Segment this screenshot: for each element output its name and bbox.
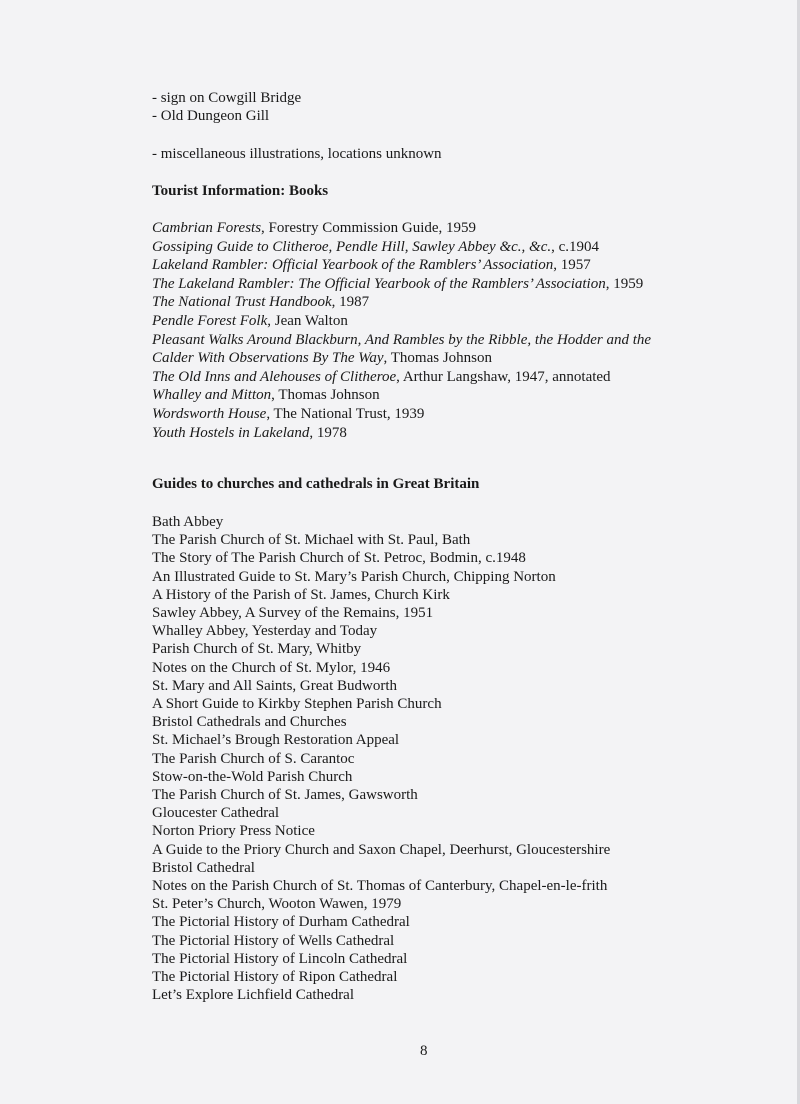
book-details: , 1959 bbox=[605, 275, 644, 292]
church-guide-entry: Notes on the Parish Church of St. Thomas of Canterbury, Chapel-en-le-frith bbox=[152, 878, 608, 894]
church-guide-entry: A Guide to the Priory Church and Saxon Chapel, Deerhurst, Gloucestershire bbox=[152, 841, 611, 858]
church-guide-entry: The Story of The Parish Church of St. Petroc, Bodmin, c.1948 bbox=[152, 550, 526, 567]
book-entry bbox=[152, 386, 380, 404]
church-guide-entry: Bristol Cathedrals and Churches bbox=[152, 714, 347, 731]
book-title: The Lakeland Rambler: The Official Yearbook of the Ramblers’ Association bbox=[152, 275, 606, 292]
church-guide-entry: The Pictorial History of Wells Cathedral bbox=[152, 932, 395, 949]
church-guide-entry: An Illustrated Guide to St. Mary’s Parish Church, Chipping Norton bbox=[152, 568, 556, 585]
books-heading: Tourist Information: Books bbox=[152, 183, 329, 199]
church-guide-entry: A Short Guide to Kirkby Stephen Parish Church bbox=[152, 696, 442, 712]
book-title: Pleasant Walks Around Blackburn, And Rambles by the Ribble, the Hodder and the bbox=[152, 331, 652, 348]
book-title: Lakeland Rambler: Official Yearbook of the Ramblers’ Association bbox=[152, 257, 554, 274]
church-guide-entry: The Pictorial History of Durham Cathedral bbox=[152, 914, 410, 931]
church-guide-entry: Bath Abbey bbox=[152, 514, 224, 530]
book-entry bbox=[152, 256, 591, 274]
book-title: Whalley and Mitton bbox=[152, 387, 272, 404]
book-title: Calder With Observations By The Way bbox=[152, 350, 384, 367]
book-details: , The National Trust, 1939 bbox=[266, 406, 425, 422]
intro-item: - sign on Cowgill Bridge bbox=[152, 90, 302, 106]
church-guide-entry: The Pictorial History of Lincoln Cathedral bbox=[152, 950, 408, 967]
book-entry bbox=[152, 312, 348, 330]
intro-item: - miscellaneous illustrations, locations unknown bbox=[152, 146, 442, 162]
book-details: , c.1904 bbox=[551, 238, 600, 255]
church-guide-entry: Notes on the Church of St. Mylor, 1946 bbox=[152, 659, 391, 676]
intro-item: - Old Dungeon Gill bbox=[152, 108, 270, 124]
book-entry bbox=[152, 349, 492, 367]
church-guide-entry: The Pictorial History of Ripon Cathedral bbox=[152, 969, 398, 985]
book-entry bbox=[152, 275, 643, 293]
church-guide-entry: Bristol Cathedral bbox=[152, 859, 255, 876]
book-entry bbox=[152, 424, 347, 442]
book-entry bbox=[152, 405, 424, 423]
book-title: Pendle Forest Folk bbox=[152, 313, 268, 329]
church-guide-entry: A History of the Parish of St. James, Church Kirk bbox=[152, 586, 450, 603]
church-guide-entry: The Parish Church of St. Michael with St. Paul, Bath bbox=[152, 532, 471, 549]
book-entry bbox=[152, 238, 599, 256]
church-guide-entry: Norton Priory Press Notice bbox=[152, 823, 315, 840]
book-title: Cambrian Forests bbox=[152, 220, 262, 236]
church-guide-entry: Gloucester Cathedral bbox=[152, 805, 280, 822]
book-entry bbox=[152, 219, 476, 237]
book-details: , Thomas Johnson bbox=[271, 387, 380, 404]
church-guide-entry: St. Mary and All Saints, Great Budworth bbox=[152, 677, 397, 694]
church-guide-entry: The Parish Church of S. Carantoc bbox=[152, 750, 355, 767]
church-guide-entry: Whalley Abbey, Yesterday and Today bbox=[152, 623, 378, 640]
book-title: The National Trust Handbook bbox=[152, 294, 332, 311]
book-title: Youth Hostels in Lakeland bbox=[152, 424, 310, 441]
book-title: The Old Inns and Alehouses of Clitheroe bbox=[152, 368, 397, 385]
book-details: , Thomas Johnson bbox=[383, 350, 492, 367]
church-guide-entry: St. Michael’s Brough Restoration Appeal bbox=[152, 732, 400, 749]
book-details: , 1978 bbox=[309, 424, 347, 441]
book-details: , Jean Walton bbox=[267, 313, 348, 329]
book-details: , Arthur Langshaw, 1947, annotated bbox=[396, 368, 611, 385]
church-guide-entry: Let’s Explore Lichfield Cathedral bbox=[152, 987, 355, 1004]
book-entry bbox=[152, 331, 651, 349]
book-entry bbox=[152, 293, 369, 311]
book-entry bbox=[152, 368, 611, 386]
page-number: 8 bbox=[420, 1043, 428, 1059]
book-details: , 1987 bbox=[331, 294, 370, 311]
church-guide-entry: Sawley Abbey, A Survey of the Remains, 1951 bbox=[152, 605, 434, 621]
book-details: , 1957 bbox=[553, 257, 591, 274]
church-guide-entry: St. Peter’s Church, Wooton Wawen, 1979 bbox=[152, 896, 402, 913]
book-title: Gossiping Guide to Clitheroe, Pendle Hill, Sawley Abbey &c., &c. bbox=[152, 238, 552, 255]
church-guide-entry: Parish Church of St. Mary, Whitby bbox=[152, 641, 362, 658]
book-details: , Forestry Commission Guide, 1959 bbox=[261, 220, 477, 236]
churches-heading: Guides to churches and cathedrals in Great Britain bbox=[152, 476, 480, 492]
church-guide-entry: The Parish Church of St. James, Gawsworth bbox=[152, 787, 418, 803]
book-title: Wordsworth House bbox=[152, 406, 267, 422]
church-guide-entry: Stow-on-the-Wold Parish Church bbox=[152, 768, 353, 785]
